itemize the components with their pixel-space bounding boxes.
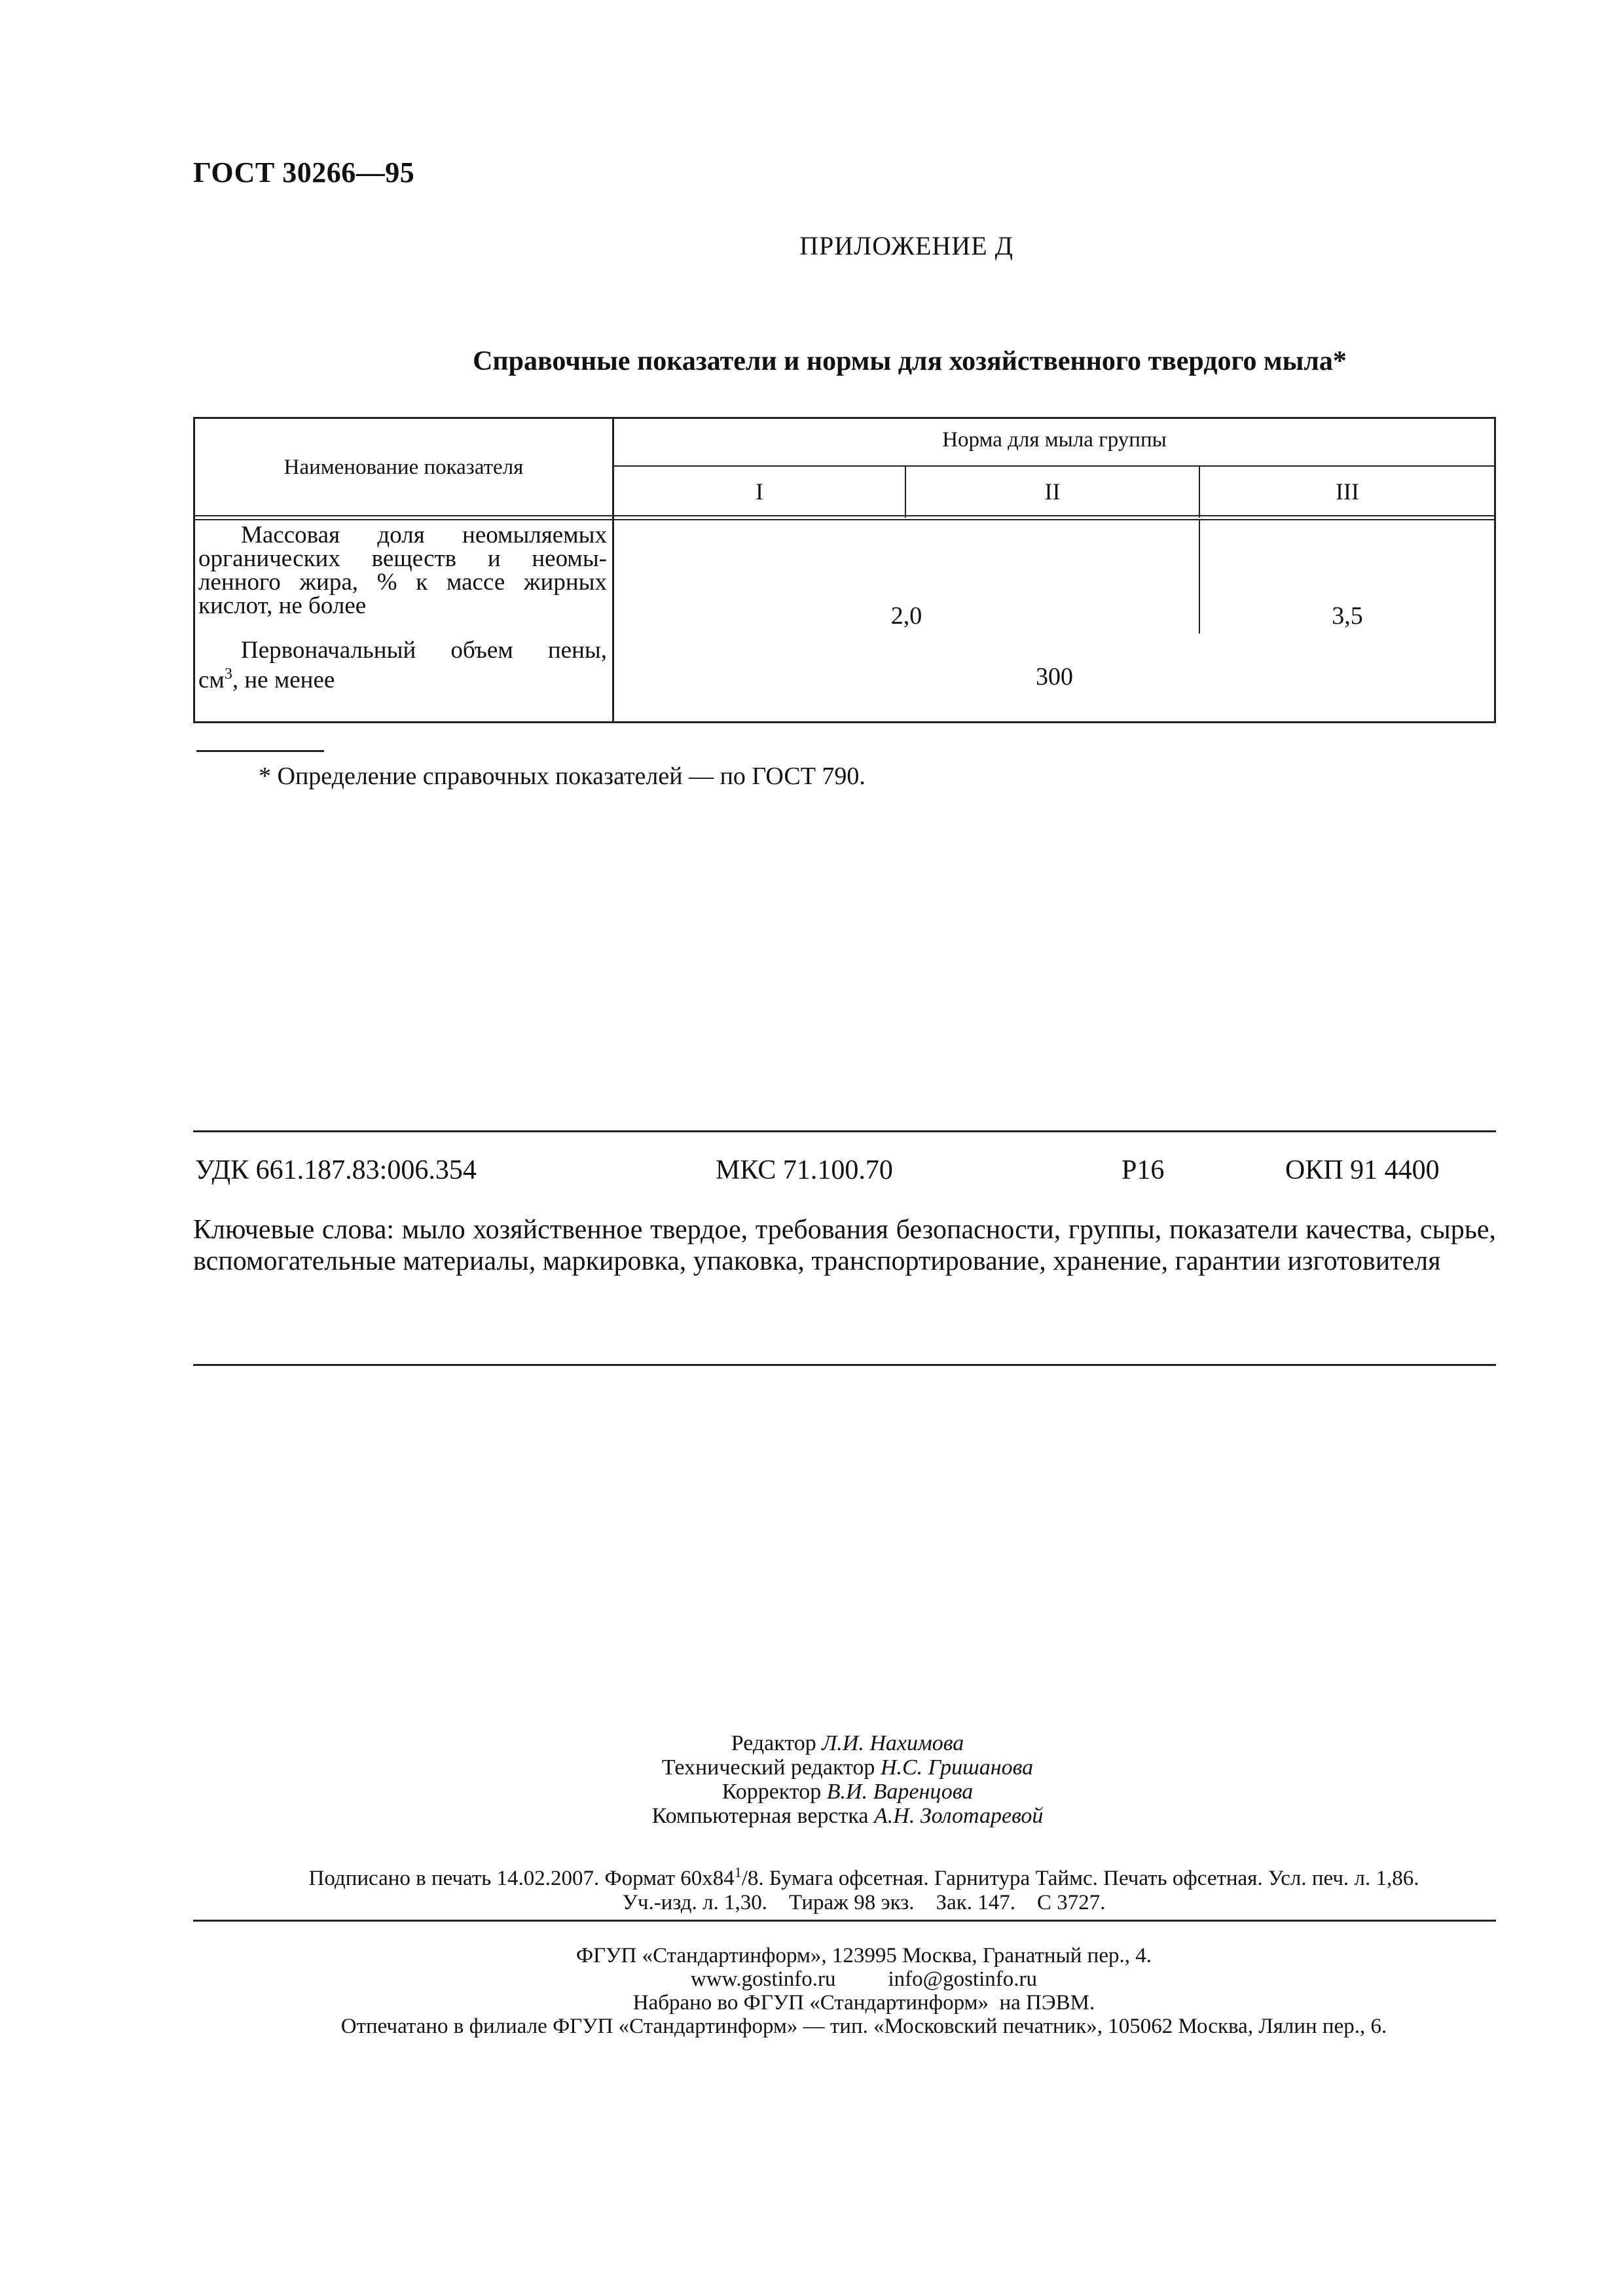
group-code: Р16	[1122, 1155, 1165, 1185]
norm-header: Норма для мыла группы	[942, 428, 1167, 452]
appendix-title: ПРИЛОЖЕНИЕ Д	[799, 231, 1013, 260]
table-border-top	[193, 417, 1496, 419]
table-divider-norm-header	[612, 465, 1496, 467]
credit-name: Л.И. Нахимова	[822, 1731, 964, 1755]
keywords-bottom-rule	[193, 1364, 1496, 1366]
publisher-top-rule	[193, 1920, 1496, 1922]
unit-cm: см	[198, 666, 225, 694]
okp-code: ОКП 91 4400	[1285, 1155, 1440, 1185]
print-info-line-2: Уч.-изд. л. 1,30. Тираж 98 экз. Зак. 147. С 3727.	[622, 1891, 1106, 1914]
publisher-web-line	[105, 1967, 1623, 1991]
print-info-line-1	[105, 1860, 1623, 1891]
keywords: Ключевые слова: мыло хозяйственное твердое, требования безопасности, группы, показатели качества, сырье, вспомогательные материалы, маркировка, упаковка, транспортирование, хранение, гарантии изготовителя	[193, 1215, 1496, 1276]
print-format-sup: 1	[734, 1864, 742, 1880]
print-format-a: Подписано в печать 14.02.2007. Формат 60х84	[308, 1867, 735, 1890]
row-1-name-line-4: кислот, не более	[198, 592, 367, 619]
group-header-2: II	[1044, 478, 1061, 505]
credits	[0, 1731, 1623, 1828]
credit-editor	[72, 1731, 1623, 1755]
footnote: * Определение справочных показателей — по ГОСТ 790.	[259, 762, 866, 790]
row-1-name-line-2: органических веществ и неомы-	[198, 545, 607, 572]
table-header-rule-2	[193, 519, 1496, 520]
credit-name: А.Н. Золотаревой	[873, 1804, 1044, 1828]
table-header-rule-1	[193, 515, 1496, 516]
unit-cm-exponent: 3	[224, 666, 232, 683]
credit-name: Н.С. Гришанова	[880, 1755, 1034, 1780]
row-1-name-line-1: Массовая доля неомыляемых	[241, 522, 607, 548]
publisher-website: www.gostinfo.ru	[691, 1967, 836, 1991]
row-2-name-line-2	[198, 662, 607, 692]
credit-proofreader	[72, 1780, 1623, 1804]
credit-role: Технический редактор	[661, 1755, 875, 1780]
credit-role: Корректор	[721, 1780, 822, 1804]
table-border-bottom	[193, 721, 1496, 723]
print-format-b: /8. Бумага офсетная. Гарнитура Таймс. Печать офсетная. Усл. печ. л. 1,86.	[741, 1867, 1419, 1890]
credit-tech-editor	[72, 1755, 1623, 1780]
publisher-email: info@gostinfo.ru	[888, 1967, 1037, 1991]
credit-role: Редактор	[731, 1731, 816, 1755]
table-title: Справочные показатели и нормы для хозяйственного твердого мыла*	[473, 346, 1347, 376]
row-2-name-line-1: Первоначальный объем пены,	[241, 637, 607, 664]
printing-note: Отпечатано в филиале ФГУП «Стандартинформ» — тип. «Московский печатник», 105062 Москва, Лялин пер., 6.	[340, 2015, 1387, 2038]
credit-layout	[72, 1804, 1623, 1828]
udk-code: УДК 661.187.83:006.354	[195, 1155, 477, 1185]
row-2-value-all-groups: 300	[1036, 663, 1073, 691]
classification-top-rule	[193, 1130, 1496, 1132]
footnote-rule	[196, 750, 324, 752]
group-header-1: I	[756, 478, 763, 505]
publisher-info	[0, 1944, 1623, 2038]
mks-code: МКС 71.100.70	[716, 1155, 893, 1185]
publisher-address: ФГУП «Стандартинформ», 123995 Москва, Гранатный пер., 4.	[576, 1944, 1152, 1967]
row-1-name-line-3: ленного жира, % к массе жирных	[198, 569, 607, 596]
group-header-3: III	[1336, 478, 1359, 505]
row-2-name	[198, 639, 607, 692]
credit-name: В.И. Варенцова	[826, 1780, 974, 1804]
row-1-value-group-3: 3,5	[1332, 602, 1363, 630]
typesetting-note: Набрано во ФГУП «Стандартинформ» на ПЭВМ.	[632, 1991, 1095, 2015]
col-name-header: Наименование показателя	[283, 456, 524, 479]
print-info	[0, 1860, 1623, 1915]
credit-role: Компьютерная верстка	[651, 1804, 869, 1828]
reference-table	[193, 417, 1496, 723]
document-code: ГОСТ 30266—95	[193, 156, 415, 188]
row-2-name-tail: , не менее	[232, 666, 335, 694]
row-1-value-groups-1-2: 2,0	[890, 602, 922, 630]
row-1-name	[198, 524, 607, 618]
